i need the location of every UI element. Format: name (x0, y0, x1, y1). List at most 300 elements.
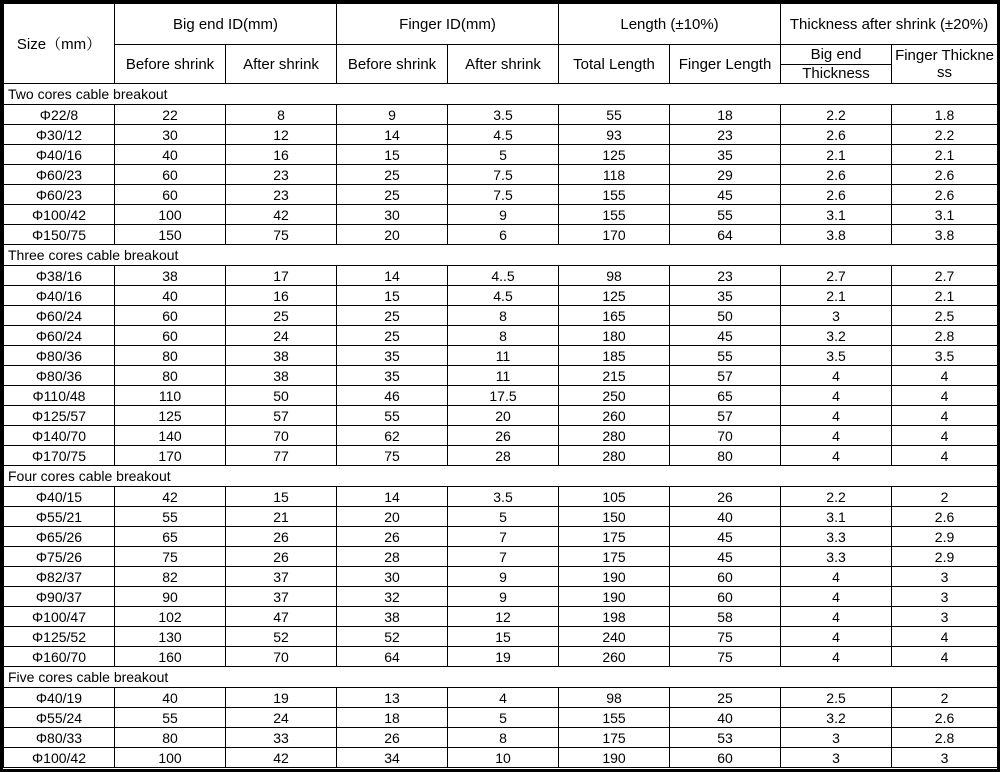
finger-before-cell: 14 (337, 266, 448, 286)
table-row (4, 306, 998, 326)
big-end-before-cell: 22 (115, 105, 226, 125)
finger-thickness-cell: 2.9 (892, 547, 998, 567)
finger-before-cell: 34 (337, 748, 448, 768)
section-row (4, 466, 998, 487)
table-row (4, 647, 998, 667)
finger-after-cell: 20 (448, 406, 559, 426)
size-cell: Φ100/42 (4, 748, 115, 768)
finger-after-cell: 10 (448, 748, 559, 768)
big-end-thickness-cell: 3 (781, 728, 892, 748)
finger-after-cell: 4 (448, 688, 559, 708)
size-cell: Φ90/37 (4, 587, 115, 607)
finger-before-cell: 46 (337, 386, 448, 406)
table-row (4, 567, 998, 587)
size-cell: Φ60/24 (4, 306, 115, 326)
section-row (4, 667, 998, 688)
finger-thickness-cell: 2.5 (892, 306, 998, 326)
section-title: Five cores cable breakout (4, 667, 998, 688)
finger-before-cell: 52 (337, 627, 448, 647)
big-end-thickness-cell: 3.5 (781, 346, 892, 366)
big-end-before-cell: 65 (115, 527, 226, 547)
section-title: Three cores cable breakout (4, 245, 998, 266)
finger-length-cell: 23 (670, 125, 781, 145)
big-end-after-cell: 26 (226, 547, 337, 567)
big-end-after-cell: 42 (226, 205, 337, 225)
total-length-cell: 175 (559, 728, 670, 748)
total-length-cell: 118 (559, 165, 670, 185)
finger-after-cell: 8 (448, 306, 559, 326)
size-cell: Φ40/19 (4, 688, 115, 708)
finger-length-cell: 18 (670, 105, 781, 125)
finger-length-cell: 64 (670, 225, 781, 245)
big-end-after-cell: 16 (226, 145, 337, 165)
table-row (4, 708, 998, 728)
finger-length-cell: 45 (670, 185, 781, 205)
total-length-cell: 240 (559, 627, 670, 647)
finger-before-cell: 62 (337, 426, 448, 446)
section-row (4, 84, 998, 105)
size-cell: Φ80/33 (4, 728, 115, 748)
length-header: Length (±10%) (559, 4, 781, 45)
big-end-before-cell: 170 (115, 446, 226, 466)
big-end-after-cell: 15 (226, 487, 337, 507)
finger-after-cell: 9 (448, 205, 559, 225)
total-length-cell: 165 (559, 306, 670, 326)
finger-after-cell: 17.5 (448, 386, 559, 406)
big-end-after-cell: 21 (226, 507, 337, 527)
total-length-cell: 175 (559, 527, 670, 547)
section-title: Two cores cable breakout (4, 84, 998, 105)
big-end-thickness-cell: 4 (781, 426, 892, 446)
finger-after-cell: 12 (448, 607, 559, 627)
finger-before-cell: 20 (337, 507, 448, 527)
big-end-thickness-cell: 3.1 (781, 205, 892, 225)
finger-after-cell: 28 (448, 446, 559, 466)
big-end-thickness-cell: 2.2 (781, 105, 892, 125)
big-end-after-cell: 12 (226, 125, 337, 145)
finger-before-cell: 38 (337, 607, 448, 627)
section-title: Four cores cable breakout (4, 466, 998, 487)
total-length-cell: 98 (559, 266, 670, 286)
table-row (4, 165, 998, 185)
finger-length-cell: 23 (670, 266, 781, 286)
big-end-before-cell: 90 (115, 587, 226, 607)
finger-length-cell: 50 (670, 306, 781, 326)
big-end-thickness-cell: 3 (781, 748, 892, 768)
size-cell: Φ80/36 (4, 346, 115, 366)
size-cell: Φ82/37 (4, 567, 115, 587)
size-cell: Φ55/21 (4, 507, 115, 527)
big-end-before-shrink-header: Before shrink (115, 45, 226, 84)
table-row (4, 446, 998, 466)
finger-length-cell: 58 (670, 607, 781, 627)
finger-length-cell: 45 (670, 547, 781, 567)
table-row (4, 748, 998, 768)
big-end-before-cell: 102 (115, 607, 226, 627)
size-cell: Φ100/47 (4, 607, 115, 627)
finger-before-cell: 30 (337, 205, 448, 225)
size-cell: Φ125/52 (4, 627, 115, 647)
big-end-after-cell: 38 (226, 346, 337, 366)
size-header: Size（mm） (4, 4, 115, 84)
big-end-after-cell: 52 (226, 627, 337, 647)
size-cell: Φ40/15 (4, 487, 115, 507)
finger-id-header: Finger ID(mm) (337, 4, 559, 45)
finger-after-cell: 7.5 (448, 185, 559, 205)
big-end-after-cell: 24 (226, 326, 337, 346)
table-row (4, 627, 998, 647)
finger-thickness-cell: 2.6 (892, 708, 998, 728)
finger-after-cell: 5 (448, 145, 559, 165)
big-end-before-cell: 40 (115, 145, 226, 165)
big-end-after-cell: 77 (226, 446, 337, 466)
finger-after-cell: 11 (448, 346, 559, 366)
finger-length-cell: 45 (670, 527, 781, 547)
finger-after-cell: 5 (448, 708, 559, 728)
big-end-thickness-cell: 2.6 (781, 125, 892, 145)
size-cell: Φ150/75 (4, 225, 115, 245)
finger-after-cell: 5 (448, 507, 559, 527)
finger-length-cell: 35 (670, 145, 781, 165)
big-end-thickness-cell: 2.1 (781, 145, 892, 165)
big-end-after-cell: 37 (226, 587, 337, 607)
finger-after-cell: 6 (448, 225, 559, 245)
big-end-after-cell: 8 (226, 105, 337, 125)
big-end-thickness-bottom: Thickness (802, 65, 870, 82)
finger-thickness-cell: 2 (892, 688, 998, 708)
big-end-before-cell: 55 (115, 507, 226, 527)
table-row (4, 527, 998, 547)
big-end-thickness-cell: 3.2 (781, 708, 892, 728)
big-end-before-cell: 60 (115, 306, 226, 326)
finger-thickness-cell: 3 (892, 607, 998, 627)
finger-thickness-cell: 3 (892, 567, 998, 587)
table-row (4, 185, 998, 205)
table-row (4, 326, 998, 346)
finger-thickness-cell: 2.6 (892, 185, 998, 205)
finger-thickness-cell: 4 (892, 446, 998, 466)
big-end-before-cell: 100 (115, 748, 226, 768)
big-end-before-cell: 150 (115, 225, 226, 245)
big-end-before-cell: 125 (115, 406, 226, 426)
big-end-before-cell: 30 (115, 125, 226, 145)
finger-length-cell: 55 (670, 346, 781, 366)
finger-length-cell: 40 (670, 708, 781, 728)
big-end-thickness-header (781, 45, 892, 84)
finger-before-cell: 32 (337, 587, 448, 607)
finger-thickness-cell: 2.8 (892, 326, 998, 346)
finger-after-cell: 4.5 (448, 125, 559, 145)
size-cell: Φ40/16 (4, 145, 115, 165)
big-end-after-cell: 42 (226, 748, 337, 768)
big-end-before-cell: 60 (115, 165, 226, 185)
big-end-after-cell: 37 (226, 567, 337, 587)
big-end-before-cell: 40 (115, 688, 226, 708)
total-length-cell: 280 (559, 446, 670, 466)
big-end-after-cell: 23 (226, 165, 337, 185)
big-end-after-cell: 19 (226, 688, 337, 708)
big-end-thickness-cell: 2.7 (781, 266, 892, 286)
finger-before-cell: 35 (337, 346, 448, 366)
finger-thickness-cell: 3 (892, 587, 998, 607)
size-cell: Φ60/23 (4, 185, 115, 205)
big-end-after-cell: 33 (226, 728, 337, 748)
total-length-cell: 170 (559, 225, 670, 245)
total-length-header: Total Length (559, 45, 670, 84)
finger-before-cell: 13 (337, 688, 448, 708)
big-end-thickness-cell: 2.1 (781, 286, 892, 306)
big-end-thickness-cell: 4 (781, 366, 892, 386)
finger-thickness-cell: 2.9 (892, 527, 998, 547)
finger-before-cell: 25 (337, 165, 448, 185)
big-end-thickness-cell: 4 (781, 647, 892, 667)
finger-before-cell: 26 (337, 527, 448, 547)
finger-length-cell: 57 (670, 366, 781, 386)
finger-before-cell: 26 (337, 728, 448, 748)
size-cell: Φ100/42 (4, 205, 115, 225)
big-end-before-cell: 160 (115, 647, 226, 667)
big-end-before-cell: 80 (115, 728, 226, 748)
big-end-before-cell: 110 (115, 386, 226, 406)
table-row (4, 266, 998, 286)
finger-after-cell: 11 (448, 366, 559, 386)
finger-length-cell: 25 (670, 688, 781, 708)
finger-length-cell: 57 (670, 406, 781, 426)
big-end-thickness-cell: 3.3 (781, 527, 892, 547)
table-row (4, 145, 998, 165)
finger-before-cell: 75 (337, 446, 448, 466)
finger-before-cell: 14 (337, 487, 448, 507)
big-end-before-cell: 80 (115, 346, 226, 366)
size-cell: Φ65/26 (4, 527, 115, 547)
finger-thickness-cell: 4 (892, 386, 998, 406)
finger-before-cell: 25 (337, 185, 448, 205)
big-end-before-cell: 82 (115, 567, 226, 587)
size-cell: Φ160/70 (4, 647, 115, 667)
table-row (4, 105, 998, 125)
finger-before-cell: 25 (337, 326, 448, 346)
big-end-after-cell: 50 (226, 386, 337, 406)
big-end-thickness-cell: 4 (781, 607, 892, 627)
total-length-cell: 155 (559, 205, 670, 225)
total-length-cell: 125 (559, 286, 670, 306)
finger-length-header: Finger Length (670, 45, 781, 84)
table-row (4, 125, 998, 145)
section-row (4, 245, 998, 266)
finger-thickness-cell: 4 (892, 366, 998, 386)
finger-before-cell: 15 (337, 286, 448, 306)
big-end-after-cell: 70 (226, 426, 337, 446)
finger-length-cell: 55 (670, 205, 781, 225)
finger-after-cell: 4.5 (448, 286, 559, 306)
big-end-before-cell: 42 (115, 487, 226, 507)
total-length-cell: 215 (559, 366, 670, 386)
total-length-cell: 260 (559, 406, 670, 426)
table-row (4, 386, 998, 406)
size-cell: Φ140/70 (4, 426, 115, 446)
size-cell: Φ38/16 (4, 266, 115, 286)
finger-length-cell: 26 (670, 487, 781, 507)
finger-after-shrink-header: After shrink (448, 45, 559, 84)
total-length-cell: 190 (559, 567, 670, 587)
big-end-thickness-cell: 3.1 (781, 507, 892, 527)
finger-before-cell: 28 (337, 547, 448, 567)
finger-thickness-cell: 3.5 (892, 346, 998, 366)
finger-thickness-cell: 3.1 (892, 205, 998, 225)
big-end-before-cell: 40 (115, 286, 226, 306)
finger-after-cell: 3.5 (448, 105, 559, 125)
finger-after-cell: 7 (448, 547, 559, 567)
finger-before-cell: 18 (337, 708, 448, 728)
big-end-thickness-cell: 2.6 (781, 165, 892, 185)
total-length-cell: 198 (559, 607, 670, 627)
finger-length-cell: 75 (670, 627, 781, 647)
finger-before-cell: 20 (337, 225, 448, 245)
big-end-thickness-cell: 2.5 (781, 688, 892, 708)
finger-thickness-cell: 2.6 (892, 507, 998, 527)
finger-before-cell: 55 (337, 406, 448, 426)
finger-length-cell: 60 (670, 587, 781, 607)
big-end-thickness-cell: 2.2 (781, 487, 892, 507)
size-cell: Φ60/24 (4, 326, 115, 346)
total-length-cell: 180 (559, 326, 670, 346)
finger-before-cell: 64 (337, 647, 448, 667)
total-length-cell: 190 (559, 748, 670, 768)
big-end-before-cell: 130 (115, 627, 226, 647)
big-end-after-cell: 17 (226, 266, 337, 286)
finger-thickness-cell: 4 (892, 426, 998, 446)
size-cell: Φ125/57 (4, 406, 115, 426)
finger-after-cell: 15 (448, 627, 559, 647)
finger-after-cell: 4..5 (448, 266, 559, 286)
big-end-before-cell: 60 (115, 185, 226, 205)
big-end-thickness-cell: 2.6 (781, 185, 892, 205)
finger-thickness-cell: 2.2 (892, 125, 998, 145)
finger-length-cell: 40 (670, 507, 781, 527)
finger-thickness-header: Finger Thickness (892, 45, 998, 84)
finger-after-cell: 9 (448, 567, 559, 587)
big-end-thickness-cell: 3.8 (781, 225, 892, 245)
finger-length-cell: 65 (670, 386, 781, 406)
finger-after-cell: 3.5 (448, 487, 559, 507)
table-row (4, 547, 998, 567)
table-row (4, 366, 998, 386)
finger-thickness-cell: 4 (892, 627, 998, 647)
big-end-after-cell: 70 (226, 647, 337, 667)
total-length-cell: 105 (559, 487, 670, 507)
big-end-thickness-cell: 4 (781, 406, 892, 426)
size-cell: Φ80/36 (4, 366, 115, 386)
big-end-before-cell: 80 (115, 366, 226, 386)
big-end-after-cell: 24 (226, 708, 337, 728)
finger-thickness-cell: 2.1 (892, 145, 998, 165)
size-cell: Φ110/48 (4, 386, 115, 406)
big-end-thickness-cell: 3.3 (781, 547, 892, 567)
finger-after-cell: 26 (448, 426, 559, 446)
total-length-cell: 55 (559, 105, 670, 125)
table-row (4, 688, 998, 708)
finger-length-cell: 60 (670, 748, 781, 768)
big-end-after-cell: 16 (226, 286, 337, 306)
total-length-cell: 125 (559, 145, 670, 165)
finger-length-cell: 75 (670, 647, 781, 667)
finger-thickness-cell: 2.7 (892, 266, 998, 286)
finger-length-cell: 70 (670, 426, 781, 446)
total-length-cell: 155 (559, 185, 670, 205)
finger-length-cell: 80 (670, 446, 781, 466)
table-row (4, 406, 998, 426)
big-end-thickness-cell: 4 (781, 587, 892, 607)
total-length-cell: 185 (559, 346, 670, 366)
finger-after-cell: 19 (448, 647, 559, 667)
size-cell: Φ40/16 (4, 286, 115, 306)
total-length-cell: 93 (559, 125, 670, 145)
big-end-after-cell: 26 (226, 527, 337, 547)
big-end-before-cell: 75 (115, 547, 226, 567)
finger-after-cell: 7 (448, 527, 559, 547)
finger-before-cell: 30 (337, 567, 448, 587)
table-row (4, 205, 998, 225)
big-end-thickness-cell: 4 (781, 567, 892, 587)
finger-thickness-cell: 2.8 (892, 728, 998, 748)
table-row (4, 507, 998, 527)
big-end-after-cell: 25 (226, 306, 337, 326)
total-length-cell: 190 (559, 587, 670, 607)
big-end-before-cell: 100 (115, 205, 226, 225)
finger-length-cell: 35 (670, 286, 781, 306)
finger-before-cell: 14 (337, 125, 448, 145)
big-end-thickness-cell: 4 (781, 446, 892, 466)
finger-before-cell: 9 (337, 105, 448, 125)
finger-thickness-cell: 2 (892, 487, 998, 507)
big-end-after-cell: 38 (226, 366, 337, 386)
finger-length-cell: 53 (670, 728, 781, 748)
finger-after-cell: 9 (448, 587, 559, 607)
total-length-cell: 260 (559, 647, 670, 667)
table-row (4, 728, 998, 748)
total-length-cell: 155 (559, 708, 670, 728)
finger-before-cell: 15 (337, 145, 448, 165)
size-cell: Φ22/8 (4, 105, 115, 125)
size-cell: Φ75/26 (4, 547, 115, 567)
finger-length-cell: 45 (670, 326, 781, 346)
big-end-after-cell: 47 (226, 607, 337, 627)
table-row (4, 346, 998, 366)
table-header (4, 4, 998, 84)
big-end-id-header: Big end ID(mm) (115, 4, 337, 45)
big-end-before-cell: 55 (115, 708, 226, 728)
total-length-cell: 150 (559, 507, 670, 527)
finger-before-cell: 25 (337, 306, 448, 326)
big-end-after-cell: 23 (226, 185, 337, 205)
big-end-thickness-cell: 3 (781, 306, 892, 326)
total-length-cell: 280 (559, 426, 670, 446)
big-end-after-cell: 75 (226, 225, 337, 245)
size-cell: Φ170/75 (4, 446, 115, 466)
big-end-before-cell: 140 (115, 426, 226, 446)
total-length-cell: 250 (559, 386, 670, 406)
table-row (4, 587, 998, 607)
finger-before-cell: 35 (337, 366, 448, 386)
finger-thickness-cell: 4 (892, 647, 998, 667)
finger-after-cell: 8 (448, 728, 559, 748)
finger-before-shrink-header: Before shrink (337, 45, 448, 84)
big-end-after-shrink-header: After shrink (226, 45, 337, 84)
finger-after-cell: 8 (448, 326, 559, 346)
table-row (4, 286, 998, 306)
finger-length-cell: 60 (670, 567, 781, 587)
total-length-cell: 98 (559, 688, 670, 708)
